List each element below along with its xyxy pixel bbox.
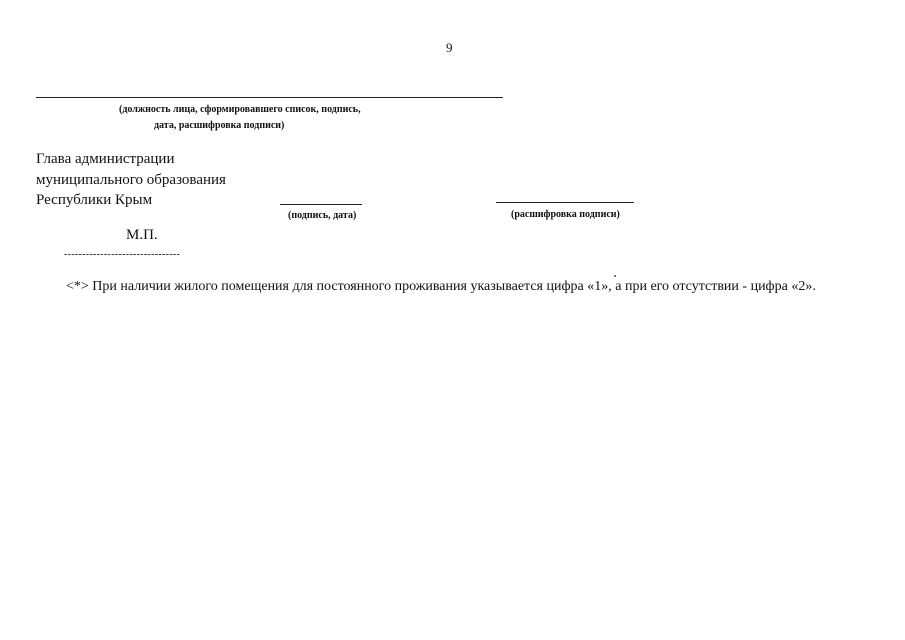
signer-line <box>36 97 503 98</box>
decoding-line <box>496 202 634 203</box>
separator: -------------------------------- <box>64 249 181 260</box>
signer-caption-line1: (должность лица, сформировавшего список, подпись, <box>119 104 361 115</box>
decoding-caption: (расшифровка подписи) <box>511 209 620 220</box>
signature-caption: (подпись, дата) <box>288 210 357 221</box>
signer-caption-line2: дата, расшифровка подписи) <box>154 120 285 131</box>
head-title-line3: Республики Крым <box>36 192 153 208</box>
stamp-label: М.П. <box>126 227 158 243</box>
signature-line <box>280 204 362 205</box>
page-number: 9 <box>446 40 453 55</box>
head-title-line2: муниципального образования <box>36 172 226 188</box>
head-title-line1: Глава администрации <box>36 151 175 167</box>
footnote: <*> При наличии жилого помещения для постоянного проживания указывается цифра «1», а при его отсутствии - цифра «2». <box>66 279 816 294</box>
